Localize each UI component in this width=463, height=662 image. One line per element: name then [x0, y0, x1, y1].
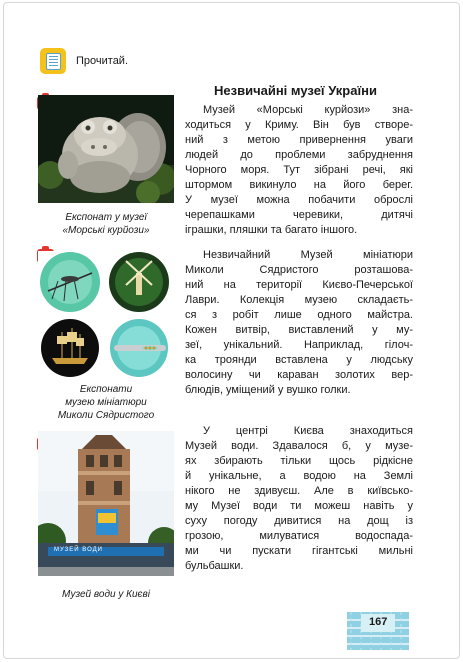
- paragraph-2: [185, 248, 413, 398]
- caption-1: [38, 211, 174, 237]
- text-line: Незвичайний Музей мініатюри: [203, 249, 413, 261]
- text-line: суху погоду дивитися на дощ із: [185, 515, 413, 527]
- text-line: Кожен витвір, виставлений у му-: [185, 324, 413, 336]
- text-line: й унікальне, а водою на Землі: [185, 470, 413, 482]
- text-line: бульбашки.: [185, 560, 244, 572]
- paragraph-1: [185, 103, 413, 238]
- text-line: Чорного моря. Тут зібрані речі, які: [185, 164, 413, 176]
- photo-miniature-windmill: [106, 251, 173, 313]
- paragraph-3: [185, 424, 413, 574]
- page-number: 167: [369, 616, 388, 628]
- read-label: Прочитай.: [76, 55, 129, 67]
- text-line: блюдів, уміщений у вушко голки.: [185, 384, 351, 396]
- caption-2: [38, 383, 174, 422]
- text-line: ся з робіт лише одного майстра.: [185, 309, 413, 321]
- text-line: черепашками черевики, дитячі: [185, 209, 413, 221]
- text-line: ях збирають тільки щось рідкісне: [185, 455, 413, 467]
- text-line: людей до проблеми забруднення: [185, 149, 413, 161]
- caption-line: «Морські курйози»: [62, 225, 150, 236]
- text-line: ми чи пускати гігантські мильні: [185, 545, 413, 557]
- ornament-icon: [343, 608, 413, 654]
- text-line: ний на території Києво-Печерської: [185, 279, 413, 291]
- photo-water-museum: [38, 431, 174, 576]
- caption-line: музею мініатюри: [65, 397, 147, 408]
- text-line: ходиться у Криму. Він був створе-: [185, 119, 413, 131]
- text-line: ка троянди вставлена у людську: [185, 354, 413, 366]
- text-line: іграшки, пляшки та багато іншого.: [185, 224, 358, 236]
- text-line: У музеї можна побачити оброслі: [185, 194, 413, 206]
- caption-line: Експонат у музеї: [65, 212, 147, 223]
- caption-3: [38, 588, 174, 601]
- text-line: Миколи Сядристого розташова-: [185, 264, 413, 276]
- text-line: штормом викинуло на його берег.: [185, 179, 413, 191]
- read-book-icon: [40, 48, 66, 74]
- water-museum-sign: МУЗЕЙ ВОДИ: [54, 547, 103, 553]
- caption-line: Експонати: [79, 384, 133, 395]
- page-number-tab: [343, 608, 413, 654]
- text-line: волосину чи караван золотих вер-: [185, 369, 413, 381]
- text-line: Музей води. Здавалося б, у музе-: [185, 440, 413, 452]
- photo-miniature-mosquito: [38, 251, 102, 313]
- text-line: ний з метою привернення уваги: [185, 134, 413, 146]
- photo-miniature-needle: [106, 318, 173, 378]
- text-line: нікого не здивуєш. Але в київсько-: [185, 485, 413, 497]
- caption-line: Музей води у Києві: [62, 589, 150, 600]
- photo-sea-curiosity-exhibit: [38, 95, 174, 203]
- photo-miniature-ship: [38, 318, 102, 378]
- text-line: му Музеї води ти можеш навіть у: [185, 500, 413, 512]
- text-line: У центрі Києва знаходиться: [203, 425, 413, 437]
- text-line: грозою, милуватися водоспада-: [185, 530, 413, 542]
- text-line: зеї, унікальний. Наприклад, гілоч-: [185, 339, 413, 351]
- article-title: Незвичайні музеї України: [214, 83, 377, 98]
- text-line: Лаври. Колекція музею складаєть-: [185, 294, 413, 306]
- text-line: Музей «Морські курйози» зна-: [203, 104, 413, 116]
- read-prompt: [40, 48, 128, 74]
- caption-line: Миколи Сядристого: [57, 410, 155, 421]
